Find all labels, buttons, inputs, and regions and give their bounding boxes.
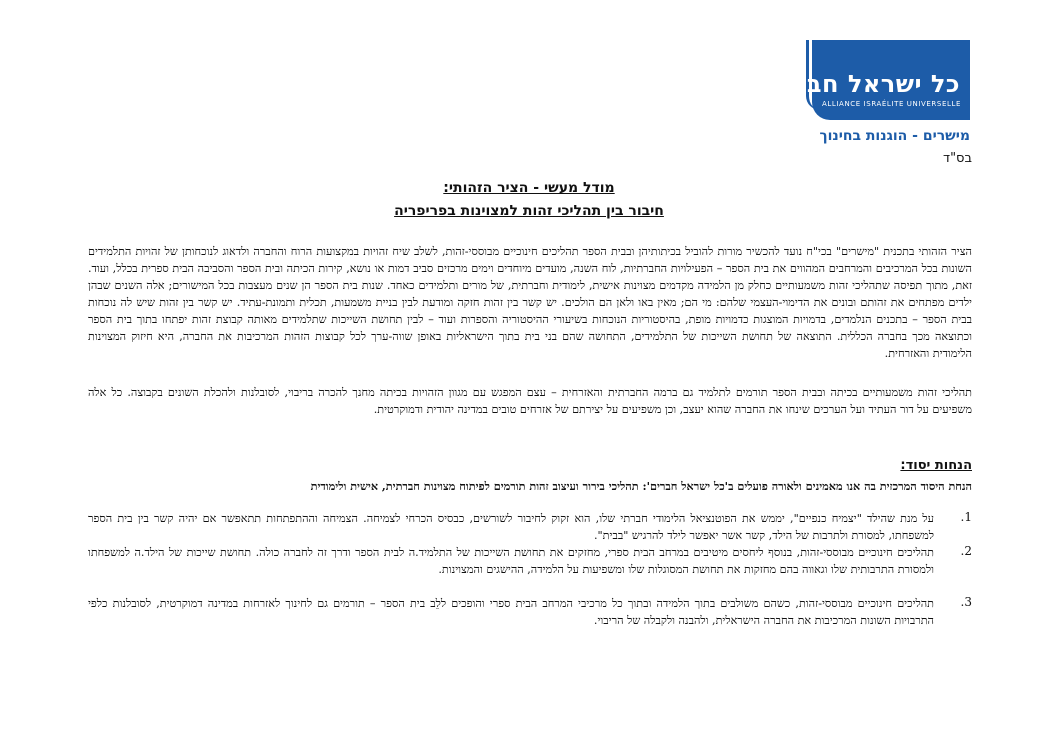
list-item-text: תהליכים חינוכיים מבוססי-זהות, כשהם משולבים בתוך הלמידה ובתוך כל מרכיבי המרחב הבית ספרי והופכים ללֵב בית הספר – תורמים גם לחינוך לאזרחות במדינה דמוקרטית, לסובלנות כלפי התרבויות השונות המרכיבות את החברה הישראלית, ולהבנה ולקבלה של הריבוי. — [88, 597, 934, 627]
document-subtitle: חיבור בין תהליכי זהות למצוינות בפריפריה — [394, 203, 664, 219]
logo-hebrew-text: כל ישראל חברים — [767, 70, 960, 98]
list-item-text: תהליכים חינוכיים מבוססי-זהות, בנוסף ליחסים מיטיבים במרחב הבית ספרי, מחזקים את תחושת השייכות של התלמיד.ה לבית הספר ודרך זה לחברה כולה. תחושת שייכות של הילד.ה למשפחתו ולמסורת התרבותית שלו וגאווה בהם מחזקות את תחושת המסוגלות שלו ומשפיעות על הלמידה, ההישגים והמצוינות. — [88, 546, 934, 576]
list-item-number: 2. — [960, 544, 972, 558]
bsd-mark: בס"ד — [942, 151, 972, 166]
organization-logo — [767, 40, 970, 120]
program-name: מישרים - הוגנות בחינוך — [819, 128, 970, 144]
list-item — [88, 544, 972, 578]
section-heading: הנחות יסוד: — [900, 458, 972, 473]
section-intro: הנחת היסוד המרכזית בה אנו מאמינים ולאורה פועלים ב'כל ישראל חברים': תהליכי בירור ועיצוב זהות תורמים לפיתוח מצוינות חברתית, אישית ולימודית — [310, 479, 972, 493]
list-item — [88, 595, 972, 629]
list-item — [88, 510, 972, 544]
social-paragraph: תהליכי זהות משמעותיים בכיתה ובבית הספר תורמים לתלמיד גם ברמה החברתית והאזרחית – עצם המפגש עם מגוון הזהויות בכיתה מחנך להכרה בריבוי, לסובלנות ולהכלת השונים בקבוצה. כל אלה משפיעים על דור העתיד ועל הערכים שינחו את החברה שהוא יעצב, וכן משפיעים על יצירתם של אזרחים טובים במדינה יהודית ודמוקרטית. — [88, 386, 972, 416]
list-item-number: 1. — [960, 510, 972, 524]
document-title: מודל מעשי - הציר הזהותי: — [443, 180, 615, 196]
list-item-text: על מנת שהילד "יצמיח כנפיים", יממש את הפוטנציאל הלימודי חברתי שלו, הוא זקוק לחיבור לשורשים, כבסיס הכרחי לצמיחה. הצמיחה וההתפתחות תתאפשר אם יהיה קשר בין בית הספר למשפחתו, למסורת ולתרבות של הילד, קשר אשר יאפשר לילד להרגיש "בבית". — [88, 512, 934, 542]
logo-french-text: ALLIANCE ISRAÉLITE UNIVERSELLE — [822, 100, 961, 108]
list-item-number: 3. — [960, 595, 972, 609]
intro-paragraph: הציר הזהותי בתכנית "מישרים" בכי"ח נועד להכשיר מורות להוביל בכיתותיהן ובבית הספר תהליכים חינוכיים מבוססי-זהות, לשלב שיח זהויות במקצועות הרוח והחברה ולדאוג לנוכחותן של זהויות התלמידים השונות בכל המרכיבים והמרחבים המהווים את בית הספר – הפעילויות החברתיות, לוח השנה, מועדים מיוחדים וימים מרכזים סביב דמות או נושא, קירות הכיתה ובית הספר והסביבה הבית ספרית בכלל, ועוד. זאת, מתוך תפיסה שתהליכי זהות משמעותיים כחלק מן הלמידה מקדמים מצוינות אישית, לימודית וחברתית, של מורים ותלמידים כאחד. שנות בית הספר הן שנים מעצבות בכל המישורים; אלה השנים שבהן ילדים מפתחים את זהותם ובונים את הדימוי-העצמי שלהם: מי הם; מאין באו ולאן הם הולכים. יש קשר בין זהות חזקה ומודעת לבין בניית משמעות, תכלית ותמונת-עתיד. יש קשר בין זהות שיש לה נוכחות בבית הספר – בתכנים הנלמדים, בדמויות המוצגות כדמויות מופת, בהיסטוריות הנוכחות בשיעורי ההיסטוריה והספרות ועוד – לבין תחושת השייכות שתלמידים מאותה קבוצת זהות יפתחו בתוך בית הספר וכתוצאה מכך בחברה הכללית. התוצאה של תחושת השייכות של התלמידים, התחושה שהם בני בית בתוך הישראליות באופן שווה-ערך לכל קבוצות הזהות המרכיבות את החברה, היא חיזוק המצוינות הלימודית והאזרחית. — [88, 245, 972, 360]
